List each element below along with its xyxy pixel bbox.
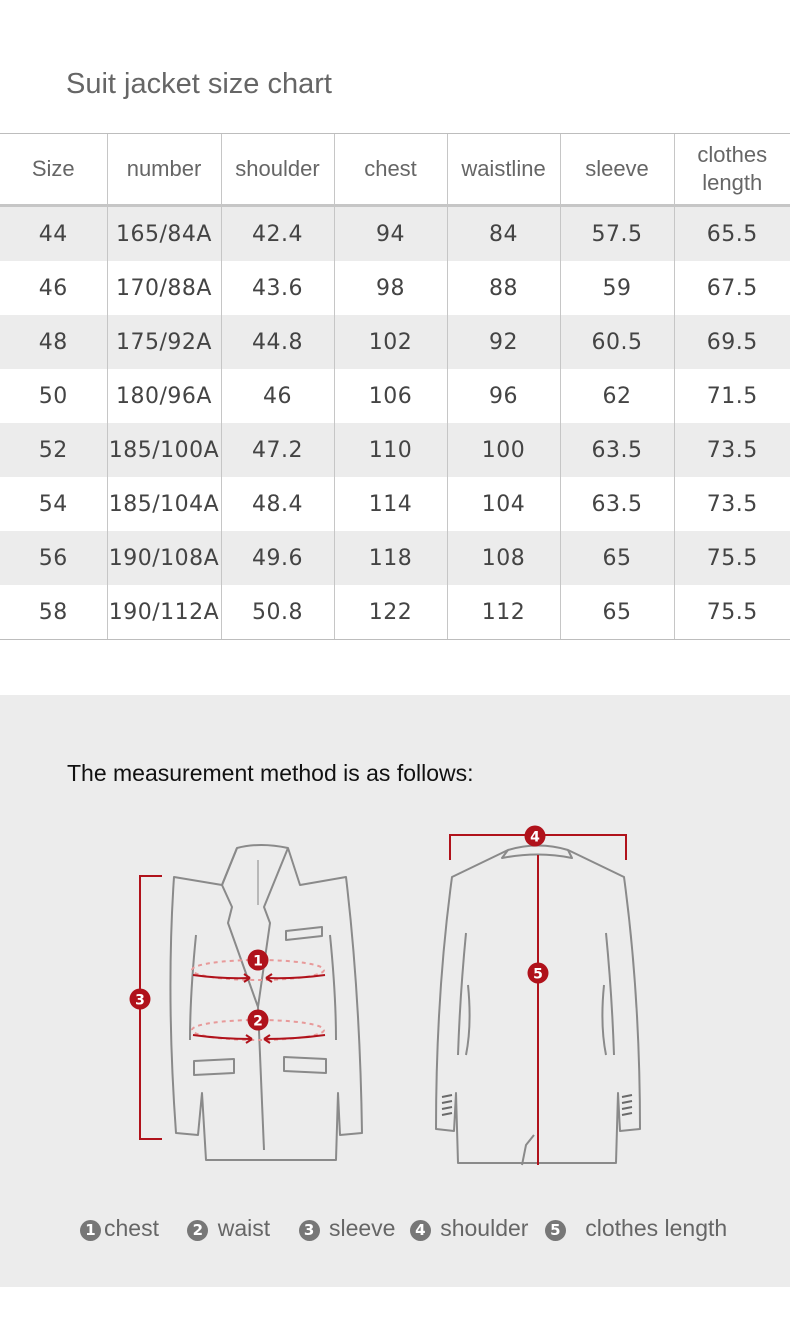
legend-item-waist	[187, 1215, 270, 1242]
cell-shoulder: 50.8	[221, 585, 334, 640]
cell-sleeve: 65	[560, 531, 674, 585]
legend-item-shoulder	[410, 1215, 529, 1242]
cell-chest: 102	[334, 315, 447, 369]
measurement-method-panel	[0, 695, 790, 1287]
table-row	[0, 206, 790, 262]
header-size: Size	[0, 134, 107, 206]
header-clothes-length-line1: clothes	[697, 142, 768, 167]
cell-clothes-length: 67.5	[674, 261, 790, 315]
cell-shoulder: 43.6	[221, 261, 334, 315]
table-body	[0, 206, 790, 640]
cell-shoulder: 46	[221, 369, 334, 423]
cell-size: 54	[38, 491, 68, 517]
cell-number: 165/84A	[107, 206, 221, 262]
legend-item-chest	[80, 1215, 159, 1242]
cell-size: 44	[0, 206, 107, 262]
header-number: number	[107, 134, 221, 206]
cell-shoulder: 44.8	[221, 315, 334, 369]
svg-text:3: 3	[135, 992, 145, 1009]
cell-waistline: 88	[447, 261, 560, 315]
marker-chest	[248, 950, 269, 971]
svg-text:2: 2	[253, 1013, 263, 1030]
legend-item-sleeve	[299, 1215, 396, 1242]
table-row	[0, 261, 790, 315]
cell-chest: 106	[334, 369, 447, 423]
cell-number: 180/96A	[107, 369, 221, 423]
cell-waistline: 112	[447, 585, 560, 640]
header-clothes-length	[674, 134, 790, 206]
cell-size: 48	[0, 315, 107, 369]
table-row	[0, 369, 790, 423]
cell-chest: 122	[334, 585, 447, 640]
marker-clothes-length	[528, 963, 549, 984]
cell-number: 190/108A	[107, 531, 221, 585]
cell-size: 58	[0, 585, 107, 640]
cell-waistline: 104	[447, 477, 560, 531]
legend-item-clothes-length	[545, 1215, 727, 1242]
cell-size: 56	[0, 531, 107, 585]
marker-waist	[248, 1010, 269, 1031]
header-sleeve: sleeve	[560, 134, 674, 206]
svg-text:4: 4	[530, 829, 540, 846]
cell-shoulder: 47.2	[221, 423, 334, 477]
cell-number: 190/112A	[107, 585, 221, 640]
cell-clothes-length: 75.5	[674, 585, 790, 640]
cell-chest: 110	[334, 423, 447, 477]
jacket-diagrams	[0, 695, 790, 1287]
front-jacket-illustration	[170, 845, 362, 1160]
cell-waistline: 84	[447, 206, 560, 262]
legend-label: clothes length	[585, 1215, 728, 1242]
cell-shoulder: 49.6	[221, 531, 334, 585]
cell-chest: 98	[334, 261, 447, 315]
cell-clothes-length: 75.5	[674, 531, 790, 585]
cell-number: 185/100A	[107, 423, 221, 477]
table-row	[0, 531, 790, 585]
cell-sleeve: 59	[560, 261, 674, 315]
legend-label: shoulder	[440, 1215, 529, 1242]
cell-shoulder: 48.4	[221, 477, 334, 531]
svg-text:1: 1	[253, 953, 263, 970]
header-shoulder: shoulder	[221, 134, 334, 206]
cell-sleeve: 63.5	[560, 477, 674, 531]
svg-text:5: 5	[533, 966, 543, 983]
legend-number-badge: 4	[410, 1220, 431, 1241]
marker-sleeve	[130, 989, 151, 1010]
cell-sleeve: 60.5	[560, 315, 674, 369]
legend-number-badge: 5	[545, 1220, 566, 1241]
cell-sleeve: 63.5	[560, 423, 674, 477]
cell-clothes-length: 73.5	[674, 477, 790, 531]
page-title: Suit jacket size chart	[66, 68, 332, 100]
cell-size: 46	[38, 275, 68, 301]
measurement-legend	[80, 1214, 727, 1242]
header-clothes-length-line2: length	[702, 170, 763, 195]
cell-sleeve: 57.5	[560, 206, 674, 262]
cell-clothes-length: 73.5	[674, 423, 790, 477]
header-waistline: waistline	[447, 134, 560, 206]
header-chest: chest	[334, 134, 447, 206]
legend-number-badge: 1	[80, 1220, 101, 1241]
cell-shoulder: 42.4	[221, 206, 334, 262]
cell-clothes-length: 65.5	[674, 206, 790, 262]
cell-clothes-length: 71.5	[674, 369, 790, 423]
table-row	[0, 315, 790, 369]
size-chart-table	[0, 133, 790, 640]
cell-sleeve: 65	[560, 585, 674, 640]
measurement-lines	[140, 835, 626, 1165]
legend-number-badge: 3	[299, 1220, 320, 1241]
cell-number: 185/104A	[107, 477, 221, 531]
table-header-row	[0, 134, 790, 206]
cell-sleeve: 62	[560, 369, 674, 423]
legend-label: waist	[217, 1215, 271, 1242]
cell-size: 52	[0, 423, 107, 477]
legend-label: sleeve	[328, 1215, 396, 1242]
cell-number: 175/92A	[107, 315, 221, 369]
table-row	[0, 423, 790, 477]
cell-chest: 118	[334, 531, 447, 585]
cell-waistline: 92	[447, 315, 560, 369]
cell-chest: 94	[334, 206, 447, 262]
marker-shoulder	[525, 826, 546, 847]
table-row	[0, 585, 790, 640]
legend-number-badge: 2	[187, 1220, 208, 1241]
measurement-method-title: The measurement method is as follows:	[67, 760, 474, 786]
legend-label: chest	[104, 1215, 159, 1242]
cell-waistline: 100	[447, 423, 560, 477]
cell-chest: 114	[334, 477, 447, 531]
cell-waistline: 96	[447, 369, 560, 423]
table-row	[0, 477, 790, 531]
cell-waistline: 108	[447, 531, 560, 585]
cell-size: 50	[38, 383, 68, 409]
cell-clothes-length: 69.5	[674, 315, 790, 369]
cell-number: 170/88A	[107, 261, 221, 315]
